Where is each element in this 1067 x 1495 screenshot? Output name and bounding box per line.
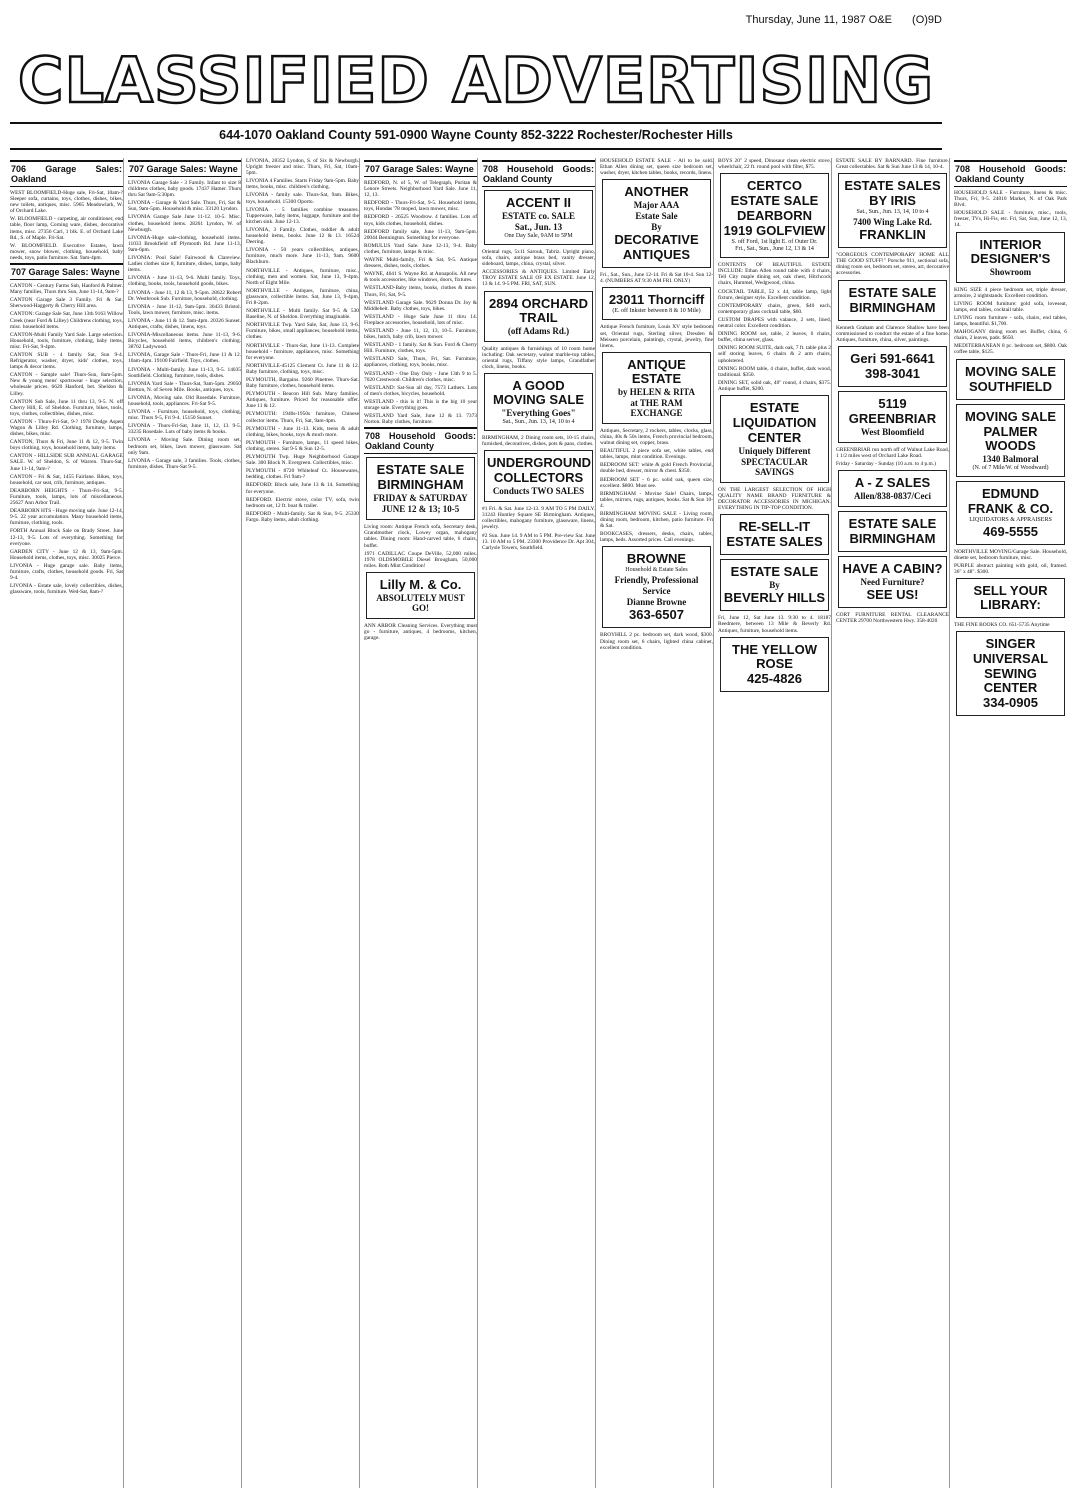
display-ad-line: (E. off Inkster between 8 & 10 Mile)	[612, 308, 701, 315]
classified-ad: CANTON - Sample sale! Thurs-Sun, 8am-5pm. New & young mens' sportswear - huge selection, wholesale prices. 6620 Hanford, bet. Sheldon & Lilley.	[10, 372, 123, 397]
classified-ad: NORTHVILLE MOVING/Garage Sale. Household, dinette set, bedroom furniture, misc.	[954, 548, 1067, 561]
display-ad-line: ESTATE SALE	[730, 193, 819, 209]
classified-ad: GARDEN CITY - June 12 & 13, 9am-5pm. Household items, clothes, toys, misc. 30025 Pierce.	[10, 548, 123, 561]
display-ad-line: Major AAA	[633, 200, 680, 211]
display-ad-line: 425-4826	[747, 670, 802, 686]
display-ad-line: By	[651, 222, 662, 233]
display-ad-line: EDMUND	[981, 485, 1040, 501]
classified-ad: REDFORD. Electric stove, color TV, sofa, twin bedroom set, 12 ft. boat & trailer.	[246, 496, 359, 509]
display-ad-line: BEVERLY HILLS	[723, 590, 826, 606]
display-ad-line: PALMER WOODS	[983, 423, 1038, 453]
classified-ad: BOOKCASES, dressers, desks, chairs, tables, lamps, beds. Assorted prices. Call evenings.	[600, 531, 713, 544]
classified-ad: #2 Sun. June 14. 9 AM to 5 PM. Pre-view Sat. June 13. 10 AM to 5 PM. 23300 Providence Dr. Apt 304, Carlysle Towers, Southfield.	[482, 532, 595, 551]
display-ad-line: SPECTACULAR SAVINGS	[741, 456, 808, 477]
display-ad-line: A - Z SALES	[854, 475, 931, 491]
display-ad-line: Allen/838-0837/Ceci	[854, 491, 931, 502]
classified-ad: FORTH Annual Block Sale on Brady Street. June 12-13, 9-5. Lots of everything. Something for everyone.	[10, 528, 123, 547]
display-ad-line: (off Adams Rd.)	[507, 325, 570, 336]
classified-ad: REDFORD - 26525 Woodrow. 4 families. Lots of toys, kids clothes, household, dishes.	[364, 214, 477, 227]
classified-ad: COCKTAIL TABLE, 52 x 44, table lamp, light fixture, designer style. Excellent condition.	[718, 288, 831, 301]
classified-ad: NORTHVILLE Twp. Yard Sale, Sat, June 13, 9-6. Furniture, bikes, small appliances, household items, clothes.	[246, 322, 359, 341]
classified-ad: CANTON, Thurs & Fri, June 11 & 12, 9-5. Twin boys clothing, toys, household items, baby items.	[10, 439, 123, 452]
classified-ad: LIVONIA - Garage sale, 3 families. Tools, clothes, furniture, dishes. Thurs-Sat 9-5.	[128, 457, 241, 470]
category-header: 706 Garage Sales: Oakland	[10, 160, 123, 187]
classified-ad: LIVONIA, Garage Sale - Thurs-Fri, June 11 & 12. 10am-4pm. 19100 Fairfield. Toys, clothes.	[128, 352, 241, 365]
classified-ad: LIVONIA - Huge garage sale. Baby items, furniture, crafts, clothes, household goods. Fri, Sat 9-4.	[10, 562, 123, 582]
classified-ad: PLYMOUTH - June 11-13. Kids, teens & adult clothing, bikes, books, toys & much more.	[246, 425, 359, 438]
category-header: 707 Garage Sales: Wayne	[10, 263, 123, 280]
display-ad-line: LIQUIDATORS & APPRAISERS	[969, 516, 1052, 523]
category-header: 708 Household Goods: Oakland County	[482, 160, 595, 187]
display-ad-line: MOVING SALE	[964, 363, 1056, 379]
classified-ad: HOUSEHOLD SALE - furniture, misc., tools, freezer, TVs, Hi-Fis, etc. Fri, Sat, Sun, June 12, 13, 14.	[954, 210, 1067, 229]
classified-ad: PLYMOUTH - Beacon Hill Sub. Many families. Antiques, furniture. Priced for reasonable offer. June 11 & 12.	[246, 391, 359, 410]
classified-ad: WESTLAND Sale, Thurs, Fri, Sat. Furniture, appliances, clothing, toys, books, misc.	[364, 356, 477, 369]
classified-column	[954, 158, 1067, 1488]
classified-ad: CUSTOM DRAPES with valance, 2 sets, lined, neutral color. Excellent condition.	[718, 316, 831, 330]
classified-column	[364, 158, 478, 1488]
classified-ad: Oriental rugs, 5x11 Sarouk, Tabriz. Upright piano, sofa, chairs, antique brass bed, vanity dresser, sideboard, lamps, china, crystal, silver.	[482, 249, 595, 268]
display-ad-line: MOVING SALE	[964, 408, 1056, 424]
issue-date: Thursday, June 11, 1987 O&E	[745, 14, 892, 26]
classified-ad: REDFORD - Thurs-Fri-Sat, 9-5. Household items, toys, Hondas '78 moped, lawn mower, misc.	[364, 200, 477, 213]
classified-ad: LIVONIA Garage Sale June 11-12. 10-5. Misc. clothes, household items. 28261 Lyndon, W. of Newburgh.	[128, 214, 241, 233]
classified-ad: WESTLAND - 1 family. Sat & Sun. Ford & Cherry Hill. Furniture, clothes, toys.	[364, 342, 477, 355]
classified-ad: Antique French furniture, Louis XV style bedroom set, Oriental rugs, Sterling silver, Dresden & Meissen porcelain, paintings, crystal, jewelry, fine linens.	[600, 324, 713, 349]
display-ad-box	[956, 359, 1065, 400]
display-ad-line: Need Furniture?	[860, 577, 925, 588]
display-ad-box	[484, 450, 593, 502]
category-header: 707 Garage Sales: Wayne	[128, 160, 241, 177]
display-ad-line: West Bloomfield	[860, 426, 925, 437]
display-ad-line: COLLECTORS	[493, 470, 584, 486]
display-ad-box	[838, 346, 947, 387]
display-ad-line: FRIDAY & SATURDAY	[373, 493, 468, 504]
classified-ad: REDFORD: Block sale, June 13 & 14. Something for everyone.	[246, 482, 359, 495]
classified-ad: LIVONIA - family sale. Thurs-Sat, 9am. Bikes, toys, household. 15300 Oporto.	[246, 192, 359, 205]
classified-ad: ESTATE SALE BY BARNARD. Fine furniture. Great collectables. Sat & Sun June 13 & 14, 10-4.	[836, 158, 949, 171]
classified-ad: NORTHVILLE - Antiques, furniture, china, glassware, collectible items. Sat, June 13, 9-4pm, Fri 8-2pm.	[246, 287, 359, 306]
classified-ad: BEDROOM SET - 6 pc. solid oak, queen size, excellent. $800. Must see.	[600, 476, 713, 489]
display-ad-line: Sat., Sun., Jun. 13, 14, 10 to 4	[502, 418, 575, 425]
display-ad-box	[366, 457, 475, 520]
display-ad-line: BIRMINGHAM	[377, 477, 464, 493]
classified-ad: ON THE LARGEST SELECTION OF HIGH QUALITY NAME BRAND FURNITURE & DECORATOR ACCESSORIES IN MICHIGAN. EVERYTHING IN TIP-TOP CONDITION.	[718, 486, 831, 512]
classified-ad: MAHOGANY dining room set. Buffet, china, 6 chairs, 2 leaves, pads. $650.	[954, 329, 1067, 342]
classified-ad: DEARBORN HTS - Huge moving sale. June 12-14, 9-5. 22 year accumulation. Many household items, furniture, clothing, tools.	[10, 508, 123, 527]
display-ad-line: ESTATE SALE	[376, 462, 465, 478]
classified-ad: LIVONIA - 5 families combine treasures. Tupperware, baby items, luggage, furniture and the kitchen sink. June 12-13.	[246, 206, 359, 225]
classified-ad: LIVONIA - Garage & Yard Sale. Thurs, Fri, Sat & Sun, 9am-5pm. Household & misc. 33120 Lyndon.	[128, 200, 241, 213]
classified-ad: Fri, June 12, Sat June 13. 9:30 to 4. 18187 Reedmere, between 13 Mile & Beverly Rd. Antiques, furniture, household items.	[718, 615, 831, 634]
display-ad-line: 5119	[878, 395, 907, 411]
display-ad-box	[956, 481, 1065, 545]
display-ad-line: 469-5555	[983, 523, 1038, 539]
classified-ad: ANN ARBOR Cleaning Services. Everything must go - furniture, antiques, 4 bedrooms, kitchen, garage.	[364, 622, 477, 642]
display-ad-line: ANTIQUES	[622, 247, 691, 263]
classified-ad: PURPLE abstract painting with gold, oil, framed. 36" x 48". $300.	[954, 562, 1067, 575]
phone-numbers: 644-1070 Oakland County 591-0900 Wayne County 852-3222 Rochester/Rochester Hills	[219, 128, 733, 142]
display-ad-line: 334-0905	[983, 694, 1038, 710]
display-ad-line: ANTIQUE ESTATE	[627, 356, 686, 386]
display-ad-box	[484, 190, 593, 245]
display-ad-box	[838, 391, 947, 443]
classified-ad: LIVONIA - Multi-family. June 11-13, 9-5. 14035 Southfield. Clothing, furniture, tools, dishes.	[128, 366, 241, 379]
classified-ad: CONTEMPORARY chairs, green, $40 each, contemporary glass cocktail table, $60.	[718, 302, 831, 315]
classified-ad: LIVONIA: Pool Sale! Fairwood & Clareview. Ladies clothes size 8, furniture, dishes, lamps, baby items.	[128, 255, 241, 274]
classified-ad: WAYNE, 4641 S. Wayne Rd. at Annapolis. All new & tools accessories, like windows, doors, fixtures.	[364, 271, 477, 284]
classified-ad: CANTON - Thurs-Fri-Sat, 9-? 1978 Dodge Aspen Wagon & Lilley Rd. Clothing, furniture, lamps, dishes, bikes, misc.	[10, 418, 123, 438]
display-ad-box	[956, 578, 1065, 618]
classified-ad: WESTLAND - One Day Only - June 13th 9 to 5. 7020 Crestwood. Children's clothes, misc.	[364, 370, 477, 383]
classified-ad: BEDROOM SET: white & gold French Provincial, double bed, dresser, mirror & chest. $350.	[600, 462, 713, 475]
classified-ad: CANTON - Century Farms Sub, Hanford & Palmer. Many families, Thurs thru Sun, June 11-14, 9am-?	[10, 283, 123, 296]
classified-ad: Kenneth Graham and Clarence Shallow have been commissioned to conduct the estate of a fine home. Antiques, furniture, china, silver, paintings.	[836, 324, 949, 343]
classified-ad: REDFORD family sale, June 11-13, 9am-5pm. 20044 Bennington. Something for everyone.	[364, 228, 477, 241]
classified-ad: LIVING room furniture - sofa, chairs, end tables, lamps, beautiful. $1,700.	[954, 314, 1067, 328]
display-ad-line: "Everything Goes"	[501, 407, 576, 418]
display-ad-line: Lilly M. & Co.	[379, 576, 462, 592]
classified-ad: LIVONIA - June 11, 12 & 13, 9-5pm. 28622 Robert Dr. Westbrook Sub. Furniture, household, clothing.	[128, 289, 241, 302]
classified-ad: NORTHVILLE - Antiques, furniture, misc., clothing, men and women. Sat, June 13, 9-4pm. North of Eight Mile.	[246, 267, 359, 286]
classified-ad: DINING ROOM table, 4 chairs, buffet, dark wood, traditional. $350.	[718, 365, 831, 378]
display-ad-line: HAVE A CABIN?	[842, 561, 943, 577]
display-ad-line: LIQUIDATION	[732, 414, 817, 430]
display-ad-box	[838, 470, 947, 507]
category-header: 708 Household Goods: Oakland County	[364, 427, 477, 454]
display-ad-box	[956, 404, 1065, 477]
display-ad-line: BROWNE	[626, 551, 687, 567]
display-ad-line: Friendly, Professional	[614, 575, 699, 586]
classified-column	[836, 158, 950, 1488]
classified-column	[246, 158, 360, 1488]
display-ad-box	[602, 352, 711, 424]
display-ad-line: JUNE 12 & 13; 10-5	[381, 504, 460, 515]
classified-ad: W. BLOOMFIELD. Executive Estates, lawn mower, snow blower, clothing, household, baby needs, toys, patio furniture. Sat. 9am-4pm.	[10, 242, 123, 261]
classified-ad: BOYS 20" 2 speed, Dinosaur clean electric stove, wheelchair, 22 ft. round pool with filter, $75.	[718, 158, 831, 171]
display-ad-box	[720, 173, 829, 258]
classified-ad: LIVONIA Garage Sale - 3 Family. Infant to size 8 childrens clothes, baby goods. 17437 Hamer. Thurs thru Sat 9am-5:30pm.	[128, 180, 241, 199]
classified-ad: BIRMINGHAM - Movine Sale! Chairs, lamps, tables, mirrors, rugs, antiques, books. Sat & Sun 10-4.	[600, 490, 713, 509]
phone-rule	[10, 148, 942, 150]
classified-ad: CONTENTS OF BEAUTIFUL ESTATE INCLUDE: Ethan Allen round table with 4 chairs, Tell City maple dining set, oak chest, Hitchcock chairs, Hummel, Wedgwood, china.	[718, 262, 831, 287]
display-ad-box	[484, 373, 593, 431]
classified-ad: MEDITERRANEAN 8 pc. bedroom set, $800. Oak coffee table, $125.	[954, 343, 1067, 356]
classified-ad: WESTLAND-Baby items, books, clothes & more. Thurs, Fri, Sat, 9-5.	[364, 285, 477, 298]
classified-ad: PLYMOUTH, Bargains. 9260 Pinetree. Thurs-Sat. Baby furniture, clothes, household items.	[246, 377, 359, 390]
display-ad-line: ABSOLUTELY MUST GO!	[376, 592, 465, 613]
display-ad-line: Dianne Browne	[626, 597, 687, 608]
classified-ad: CANTON Garage Sale 3 Family. Fri & Sat. Sherwood-Haggerty & Cherry Hill area.	[10, 297, 123, 310]
classified-ad: LIVONIA Yard Sale - Thurs-Sat, 9am-5pm. 29050 Bretton, N. of Seven Mile. Books, antiques, toys.	[128, 380, 241, 393]
display-ad-line: By	[769, 580, 780, 591]
display-ad-box	[720, 395, 829, 483]
display-ad-line: SEWING CENTER	[983, 665, 1038, 695]
classified-ad: LIVONIA - 50 years collectibles, antiques, furniture, much more. June 11-13, 9am. 9600 Blackburn.	[246, 247, 359, 266]
classified-columns	[10, 158, 1067, 1488]
classified-ad: LIVONIA - June 11-12, 9am-5pm. 36433 Bristol. Tools, lawn mower, furniture, misc. items.	[128, 303, 241, 316]
display-ad-line: 363-6507	[629, 607, 684, 623]
classified-ad: LIVONIA-Miscellaneous items. June 11-13, 9-6. Bicycles, household items, children's clothing. 38762 Ladywood.	[128, 332, 241, 351]
display-ad-line: 7400 Wing Lake Rd.	[853, 217, 932, 228]
display-ad-box	[720, 559, 829, 611]
display-ad-box	[720, 514, 829, 555]
classified-ad: LIVONIA 4 Families. Starts Friday 9am-5pm. Baby items, books, misc. children's clothing.	[246, 178, 359, 191]
classified-ad: DINING ROOM set, table, 2 leaves, 6 chairs, buffet, china server, glass.	[718, 331, 831, 344]
classified-ad: LIVONIA, 28352 Lyndon, S. of Six & Newburgh. Upright freezer and misc. Thurs, Fri, Sat, 10am-5pm.	[246, 158, 359, 177]
classified-ad: WESTLAND Garage Sale. 9629 Donna Dr. Joy & Middlebelt. Baby clothes, toys, bikes.	[364, 299, 477, 312]
display-ad-line: 23011 Thornciff	[608, 292, 705, 308]
display-ad-line: Service	[642, 586, 671, 597]
display-ad-line: SINGER	[985, 635, 1036, 651]
classified-ad: LIVONIA - Estate sale, lovely collectibles, dishes, glassware, tools, furniture. Wed-Sat, 8am-?	[10, 583, 123, 596]
classified-ad: GREENBRIAR run north off of Walnut Lake Road, 1 1/2 miles west of Orchard Lake Road.	[836, 446, 949, 459]
display-ad-line: Fri., Sat., Sun., June 12, 13 & 14	[735, 246, 814, 253]
display-ad-line: 1919 GOLFVIEW	[723, 223, 826, 239]
classified-ad: ROMULUS Yard Sale. June 12-13, 9-4. Baby clothes, furniture, lamps & misc.	[364, 242, 477, 255]
display-ad-box	[602, 546, 711, 628]
display-ad-line: UNDERGROUND	[487, 455, 591, 471]
classified-ad: LIVONIA-Huge sale-clothing, household items. 11033 Brookfield off Plymouth Rd. June 11-13, 9am-6pm.	[128, 234, 241, 253]
display-ad-box	[838, 173, 947, 248]
display-ad-line: CENTER	[747, 429, 802, 445]
classified-ad: LIVONIA - June 11 & 12. 9am-4pm. 20326 Sunset. Antiques, crafts, dishes, linens, toys.	[128, 317, 241, 330]
classified-ad: WESTLAND Yard Sale, June 12 & 13. 7373 Norton. Baby clothes, furniture.	[364, 413, 477, 426]
classified-ad: BIRMINGHAM, 2 Dining room sets, 10-15 chairs, furnished, decoratives, dishes, pots & pans, clothes.	[482, 434, 595, 448]
display-ad-line: Conducts TWO SALES	[492, 486, 585, 497]
display-ad-line: THE YELLOW ROSE	[732, 641, 817, 671]
display-ad-line: ACCENT II	[506, 195, 571, 210]
classified-ad: Antiques, Secretary, 2 rockers, tables, clocks, glass, china, 40s & 50s items, French provincial bedroom, walnut dining set, copper, brass.	[600, 427, 713, 447]
classified-ad: W. BLOOMFIELD - carpeting, air conditioner, end table, floor lamp, Corning ware, dishes, decorative items, misc. 27356 Carl, 1 blk. E. of Orchard Lake Rd., S. of Maple. Fri-Sat.	[10, 216, 123, 241]
display-ad-line: INTERIOR DESIGNER'S	[970, 236, 1051, 266]
classified-ad: ACCESSORIES & ANTIQUES. Limited Early TROY ESTATE SALE OF EX ESTATE. June 12, 13 & 14. 9-5 PM. FRI, SAT, SUN.	[482, 269, 595, 288]
display-ad-line: ESTATE SALES	[726, 534, 823, 550]
classified-ad: BIRMINGHAM MOVING SALE - Living room, dining room, bedroom, kitchen, patio furniture. Fri & Sat.	[600, 510, 713, 530]
classified-ad: CANTON - HILLSIDE SUB ANNUAL GARAGE SALE. W. of Sheldon, S. of Warren. Thurs-Sat, June 11-14, 9am-?	[10, 453, 123, 472]
category-header: 707 Garage Sales: Wayne	[364, 160, 477, 177]
display-ad-line: ESTATE SALE	[848, 516, 937, 532]
display-ad-line: FRANKLIN	[859, 227, 926, 243]
classified-ad: Quality antiques & furnishings of 10 room home including: Oak secretary, walnut marble-top tables, oriental rugs, Tiffany style lamps, Grandfather clock, linens, books.	[482, 345, 595, 370]
display-ad-line: DEARBORN	[736, 208, 813, 224]
classified-ad: NORTHVILLE-45125 Clement Ct. June 11 & 12. Baby furniture, clothing, toys, misc.	[246, 362, 359, 375]
display-ad-line: by HELEN & RITA	[617, 386, 696, 397]
display-ad-line: ESTATE	[749, 399, 800, 415]
classified-ad: DINING SET, solid oak, 40" round, 4 chairs, $375. Antique buffet, $200.	[718, 379, 831, 392]
display-ad-box	[838, 556, 947, 608]
classified-ad: REDFORD, N. of 5, W. of Telegraph, Puritan & Lenore Streets. Neighborhood Yard Sale. June 11, 12, 13.	[364, 180, 477, 199]
display-ad-line: 2894 ORCHARD TRAIL	[489, 295, 588, 325]
display-ad-box	[484, 291, 593, 342]
classified-ad: KING SIZE 4 piece bedroom set, triple dresser, armoire, 2 nightstands. Excellent condition.	[954, 286, 1067, 299]
page-header-line	[0, 8, 952, 30]
classified-ad: NORTHVILLE - Thurs-Sat, June 11-13. Complete household - furniture, appliances, misc. Something for everyone.	[246, 342, 359, 361]
classified-ad: LIVING ROOM furniture: gold sofa, loveseat, lamps, end tables, cocktail table.	[954, 300, 1067, 313]
classified-ad: THE FINE BOOKS CO. 651-5735 Anytime	[954, 621, 1050, 628]
display-ad-line: 1340 Balmoral	[982, 453, 1039, 464]
display-ad-box	[838, 511, 947, 552]
classified-ad: PLYMOUTH: 1940s-1950s furniture, Chinese collector items. Thurs, Fri, Sat, 9am-4pm.	[246, 411, 359, 424]
classified-ad: Living room: Antique French sofa, Secretary desk, Grandmother clock, Lowey organ, mahogany tables. Dining room: Hand-carved table, 6 chairs, buffet.	[364, 524, 477, 549]
classified-ad: WAYNE Multi-family, Fri & Sat, 9-5. Antique dressers, dishes, tools, clothes.	[364, 257, 477, 270]
display-ad-line: BIRMINGHAM	[849, 531, 936, 547]
classified-ad: CANTON SUB - 4 family. Sat, Sun 9-4. Refrigerator, washer, dryer, kids' clothes, toys, lamps & decor items.	[10, 351, 123, 371]
display-ad-line: A GOOD MOVING SALE	[492, 377, 584, 407]
classified-ad: BROYHILL 2 pc. bedroom set, dark wood, $300. Dining room set, 6 chairs, lighted china cabinet, excellent condition.	[600, 632, 713, 651]
display-ad-line: ESTATE SALE	[848, 284, 937, 300]
classified-column	[600, 158, 714, 1488]
classified-ad: 1971 CADILLAC Coupe DeVille, 52,000 miles. 1978 OLDSMOBILE Diesel Brougham, 50,000 miles. Both Mint Condition!	[364, 550, 477, 569]
classified-ad: WESTLAND - this is it! This is the big 10 year storage sale. Everything goes.	[364, 398, 477, 411]
classified-ad: Fri., Sat., Sun., June 12-14. Fri & Sat 10-4. Sun 12-4. (NUMBERS AT 9:30 AM FRI. ONLY)	[600, 272, 713, 285]
classified-ad: Friday - Saturday - Sunday (10 a.m. to 4 p.m.)	[836, 461, 936, 468]
display-ad-line: GREENBRIAR	[848, 410, 937, 426]
display-ad-line: SELL YOUR LIBRARY:	[973, 582, 1048, 612]
display-ad-line: Sat., Sun., Jun. 13, 14, 10 to 4	[856, 209, 929, 216]
display-ad-line: BY IRIS	[869, 193, 916, 209]
classified-ad: LIVONIA - June 11-13, 9-6. Multi family. Toys, clothing, books, tools, household goods, bikes.	[128, 275, 241, 288]
display-ad-line: S. off Ford, 1st light E. of Outer Dr.	[731, 239, 818, 246]
classified-ad: HOUSEHOLD SALE - Furniture, linens & misc. Thurs, Fri, 9-5. 24010 Market, N. of Oak Park Blvd.	[954, 190, 1067, 209]
display-ad-line: SEE US!	[866, 587, 919, 603]
classified-column	[718, 158, 832, 1488]
classified-column	[128, 158, 242, 1488]
display-ad-line: Sat., Jun. 13	[514, 222, 563, 232]
classified-ad: NORTHVILLE - Multi family. Sat 9-5 & 530 Baseline, N. of Sheldon. Everything imaginable.	[246, 308, 359, 321]
display-ad-line: Household & Estate Sales	[625, 567, 688, 574]
classified-ad: "GORGEOUS CONTEMPORARY HOME ALL THE GOOD STUFF!" Porsche 911, sectional sofa, dining room set, bedroom set, stereo, art, decorative accessories.	[836, 252, 949, 277]
classified-ad: CANTON - Fri & Sat, 1455 Fairlane. Bikes, toys, household, car seat, crib, furniture, antiques.	[10, 473, 123, 486]
classified-ad: PLYMOUTH - 8720 Whiteleaf Ct. Housewares, bedding, clothes. Fri 9am-?	[246, 468, 359, 481]
display-ad-line: BIRMINGHAM	[849, 299, 936, 315]
display-ad-line: SOUTHFIELD	[968, 378, 1053, 394]
display-ad-box	[366, 572, 475, 619]
classified-ad: CANTON-Multi Family Yard Sale. Large selection. Household, tools, furniture, clothing, baby items, misc. Fri-Sat, 9-4pm.	[10, 331, 123, 350]
display-ad-line: Geri 591-6641	[850, 350, 935, 366]
classified-ad: WESTLAND: Sat-Sun all day, 7573 Lathers. Lots of men's clothes, bicycles, household.	[364, 384, 477, 397]
section-title: CLASSIFIED ADVERTISING	[17, 44, 934, 117]
display-ad-box	[956, 631, 1065, 716]
classified-column	[482, 158, 596, 1488]
classified-ad: WESTLAND - June 11, 12, 13, 10-5. Furniture, bikes, hutch, baby crib, lawn mower.	[364, 327, 477, 341]
display-ad-line: ESTATE SALES	[844, 178, 941, 194]
classified-ad: LIVONIA - Furniture, household, toys, clothing, misc. Thurs 9-5, Fri 9-4. 15150 Sunset.	[128, 409, 241, 422]
display-ad-line: CERTCO	[747, 178, 802, 194]
display-ad-box	[720, 637, 829, 692]
display-ad-line: Uniquely Different	[738, 445, 811, 456]
display-ad-box	[956, 232, 1065, 283]
display-ad-line: ANOTHER	[624, 184, 689, 200]
display-ad-line: RE-SELL-IT	[738, 519, 811, 535]
display-ad-line: FRANK & CO.	[967, 500, 1054, 516]
display-ad-line: One Day Sale, 9AM to 5PM	[504, 233, 573, 239]
category-header: 708 Household Goods: Oakland County	[954, 160, 1067, 187]
classified-ad: LIVONIA - Thurs-Fri-Sat, June 11, 12, 13. 9-5. 33235 Rosedale. Lots of baby items & books.	[128, 423, 241, 436]
classified-ad: #1 Fri. & Sat. June 12-13. 9 AM TO 5 PM DAILY. 31243 Huntley Square SE Birmingham. Antiques, collectibles, mahogany furniture, glassware, linens, jewelry.	[482, 506, 595, 531]
title-rule	[10, 122, 942, 124]
display-ad-line: 398-3041	[865, 365, 920, 381]
classified-ad: BEAUTIFUL 2 piece sofa set, white tables, end tables, lamps, mint condition. Evenings.	[600, 448, 713, 461]
classified-column	[10, 158, 124, 1488]
display-ad-line: ESTATE SALE	[730, 564, 819, 580]
classified-ad: DINING ROOM SUITE, dark oak, 7 ft. table plus 2 self storing leaves, 6 chairs & 2 arm chairs, upholstered.	[718, 345, 831, 364]
classified-ad: DEARBORN HEIGHTS - Thurs-Fri-Sat, 9-5. Furniture, tools, lamps, lots of miscellaneous. 25627 Ann Arbor Trail.	[10, 487, 123, 507]
classified-ad: CORT FURNITURE RENTAL CLEARANCE CENTER 29700 Northwestern Hwy. 358-4020	[836, 612, 949, 625]
classified-ad: HOUSEHOLD ESTATE SALE - All to be sold. Ethan Allen dining set, queen size bedroom set, washer, dryer, kitchen tables, books, records, linens.	[600, 158, 713, 177]
display-ad-line: Showroom	[989, 266, 1032, 277]
classified-ad: WEST BLOOMFIELD-Huge sale, Fri-Sat, 10am-? Sleeper sofa, curtains, toys, clothes, dishes, bikes, new toilets, antiques, misc. 5965 Meadowlark, W. of Orchard Lake.	[10, 190, 123, 215]
classified-ad: PLYMOUTH Twp. Huge Neighborhood Garage Sale. 300 Block N. Evergreen. Collectibles, misc.	[246, 454, 359, 467]
classified-ad: WESTLAND - Huge Sale June 11 thru 14. Fireplace accessories, household, lots of misc.	[364, 313, 477, 326]
classified-ad: CANTON: Garage Sale Sat, June 13th 9163 Willow Creek (near Ford & Lilley) Childrens clothing, toys, misc. household items.	[10, 311, 123, 330]
display-ad-line: ESTATE co. SALE	[502, 211, 575, 221]
display-ad-line: at THE RAM EXCHANGE	[630, 397, 683, 418]
display-ad-line: (N. of 7 Mile/W. of Woodward)	[972, 464, 1049, 471]
display-ad-box	[838, 280, 947, 321]
classified-ad: LIVONIA - Moving Sale. Dining room set, bedroom set, bikes, lawn mower, glassware. Sat only 9am.	[128, 437, 241, 456]
display-ad-box	[602, 179, 711, 268]
classified-ad: PLYMOUTH - Furniture, lamps, 11 speed bikes, clothing, stereo. Sat 9-5 & Sun 12-5.	[246, 439, 359, 452]
display-ad-line: UNIVERSAL	[972, 650, 1049, 666]
classified-ad: REDFORD - Multi-family. Sat & Sun, 9-5. 25330 Fargo. Baby items, adult clothing.	[246, 510, 359, 523]
classified-ad: LIVONIA, 3 Family. Clothes, toddler & adult household items, books. June 12 & 13. 16524 Deering.	[246, 226, 359, 246]
display-ad-line: DECORATIVE	[614, 232, 699, 248]
display-ad-box	[602, 287, 711, 320]
classified-ad: CANTON Sub Sale, June 11 thru 13, 9-5. N. off Cherry Hill, E. of Sheldon. Furniture, bikes, tools, toys, clothes, collectibles, dishes, misc.	[10, 398, 123, 417]
classified-ad: LIVONIA, Moving sale. Old Rosedale. Furniture, household, tools, appliances. Fri-Sat 9-5.	[128, 394, 241, 407]
display-ad-line: Estate Sale	[635, 211, 678, 222]
page-code: (O)9D	[912, 14, 942, 26]
